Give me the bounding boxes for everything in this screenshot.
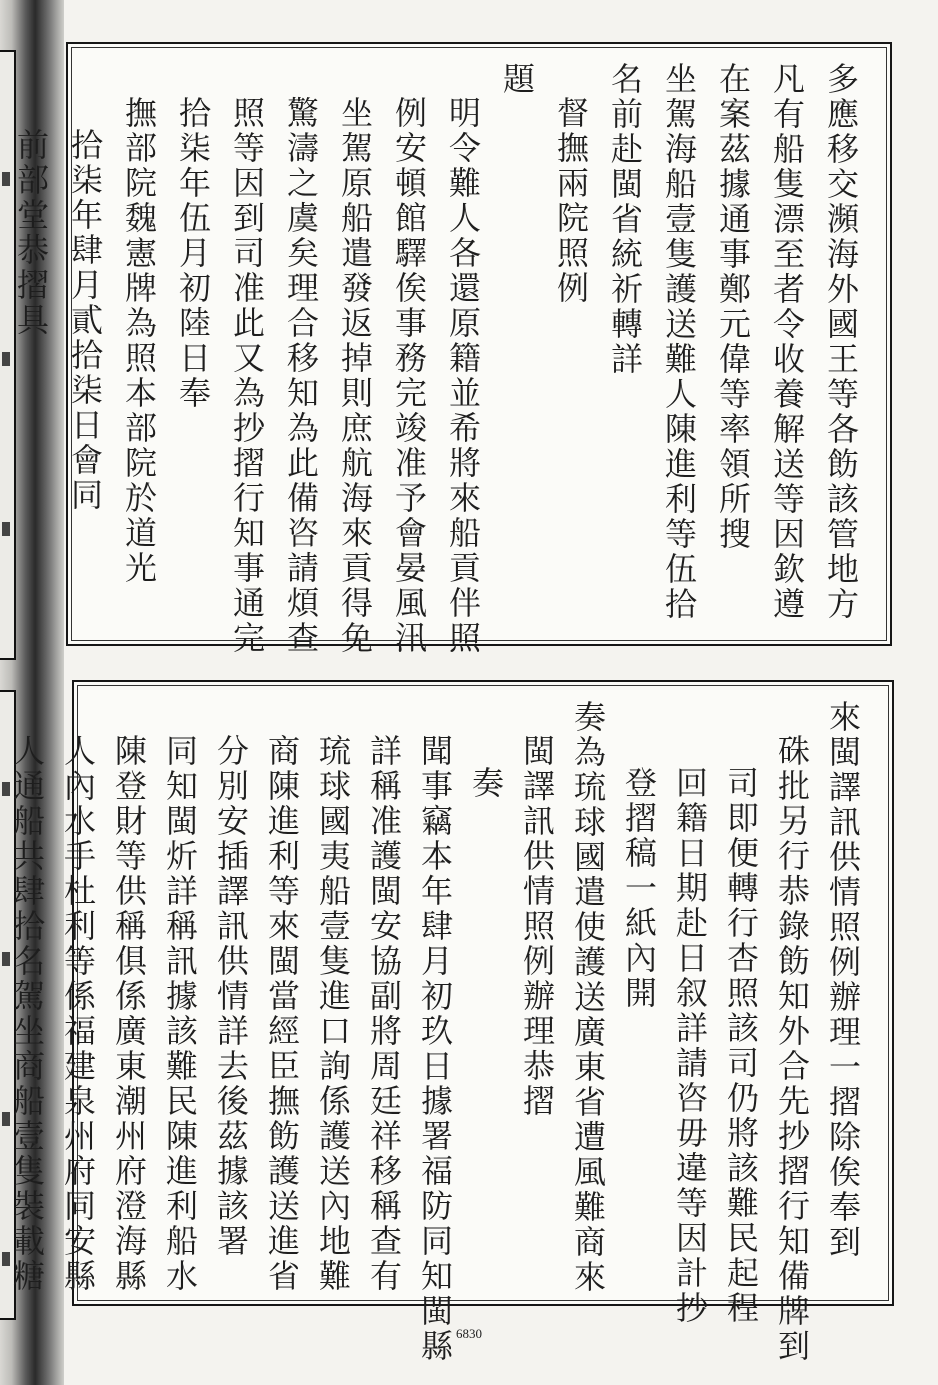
text-column: 在案茲據通事鄭元偉等率領所搜 <box>714 62 752 552</box>
text-column: 照等因到司准此又為抄摺行知事通完 <box>228 96 266 656</box>
page-number: 6830 <box>456 1326 482 1341</box>
text-column: 閩譯訊供情照例辦理恭摺 <box>518 734 556 1119</box>
text-column: 奏為琉球國遣使護送廣東省遭風難商來 <box>569 700 607 1295</box>
upper-text-columns <box>12 62 866 656</box>
text-column: 明令難人各還原籍並希將來船貢伴照 <box>444 96 482 656</box>
text-column: 名前赴閩省統祈轉詳 <box>606 62 644 377</box>
text-column: 回籍日期赴日叙詳請咨毋違等因計抄 <box>671 766 709 1326</box>
text-column: 撫部院魏憲牌為照本部院於道光 <box>120 96 158 586</box>
text-column: 登摺稿一紙內開 <box>620 766 658 1011</box>
text-column: 人內水手杜利等係福建泉州府同安縣 <box>59 734 97 1294</box>
text-column: 驚濤之虞矣理合移知為此備咨請煩查 <box>282 96 320 656</box>
text-column: 司即便轉行杏照該司仍將該難民起程 <box>722 766 760 1326</box>
text-column: 多應移交瀕海外國王等各飭該管地方 <box>822 62 860 622</box>
text-column: 坐駕海船壹隻護送難人陳進利等伍拾 <box>660 62 698 622</box>
text-column: 坐駕原船遣發返掉則庶航海來貢得免 <box>336 96 374 656</box>
upper-manuscript-panel <box>12 42 892 656</box>
text-column: 詳稱准護閩安協副將周廷祥移稱查有 <box>365 734 403 1294</box>
text-column: 督撫兩院照例 <box>552 96 590 306</box>
text-column: 拾柒年肆月貳拾柒日會同 <box>66 128 104 513</box>
text-column: 同知閩炘詳稱訊據該難民陳進利船水 <box>161 734 199 1294</box>
text-column: 題 <box>498 62 536 97</box>
text-column: 聞事竊本年肆月初玖日據署福防同知閩縣 <box>416 734 454 1364</box>
text-column: 硃批另行恭錄飭知外合先抄摺行知備牌到 <box>773 734 811 1364</box>
text-column: 拾柒年伍月初陸日奉 <box>174 96 212 411</box>
text-column: 凡有船隻漂至者令收養解送等因欽遵 <box>768 62 806 622</box>
text-column: 奏 <box>467 766 505 801</box>
text-column: 分別安插譯訊供情詳去後茲據該署 <box>212 734 250 1259</box>
text-column: 來閩譯訊供情照例辦理一摺除俟奉到 <box>824 700 862 1260</box>
text-column <box>0 62 2 626</box>
text-column: 陳登財等供稱俱係廣東潮州府澄海縣 <box>110 734 148 1294</box>
text-column: 例安頓館驛俟事務完竣准予會晏風汛 <box>390 96 428 656</box>
text-column: 商陳進利等來閩當經臣撫飭護送進省 <box>263 734 301 1294</box>
text-column: 人通船共肆拾名駕坐商船壹隻裝載糖 <box>8 734 46 1294</box>
text-column: 琉球國夷船壹隻進口詢係護送內地難 <box>314 734 352 1294</box>
text-column: 前部堂恭摺具 <box>12 128 50 338</box>
